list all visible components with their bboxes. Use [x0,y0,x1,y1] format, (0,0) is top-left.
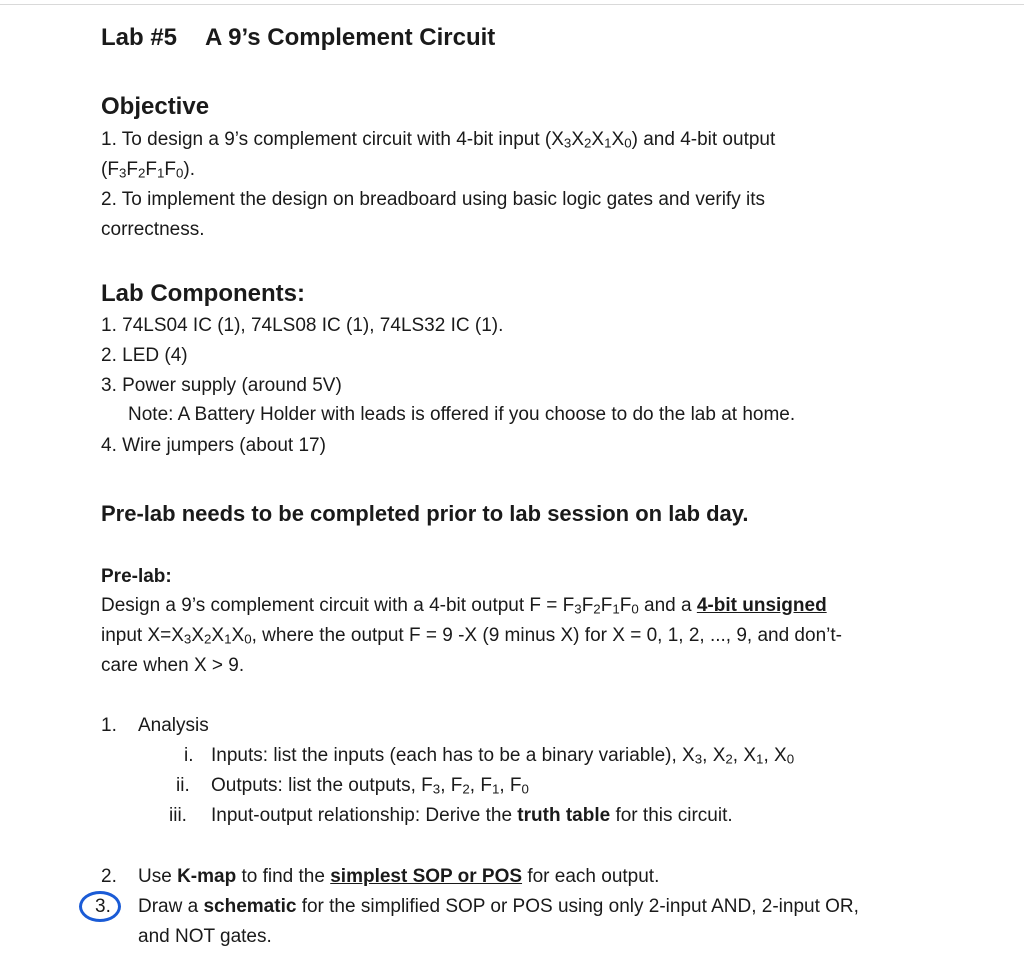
objective-item-1-line-2: $(F_3F_2F_1F_0)$. [101,159,195,181]
lab-number: Lab #5 [101,24,178,51]
components-heading: Lab Components: [101,280,305,307]
step-3-text-line-2: and NOT gates. [138,926,272,947]
prelab-line-1: Design a 9’s complement circuit with a 4-bit output $F = F_3F_2F_1F_0$ and a 4-bit unsigned [101,595,827,617]
top-border [0,4,1024,5]
components-item-3: 3. Power supply (around 5V) [101,375,342,396]
analysis-ii-number: ii. [176,775,190,796]
objective-heading: Objective [101,93,210,120]
lab-title: A 9’s Complement Circuit [205,24,496,51]
analysis-i-text: Inputs: list the inputs (each has to be a binary variable), $X_3$, $X_2$, $X_1$, $X_0$ [211,745,795,767]
step-2-text: Use K-map to find the simplest SOP or POS for each output. [138,866,660,887]
prelab-line-3: care when X > 9. [101,655,245,676]
components-note: Note: A Battery Holder with leads is offered if you choose to do the lab at home. [128,404,796,425]
prelab-heading: Pre-lab: [101,566,172,587]
analysis-title: Analysis [138,715,209,736]
analysis-number: 1. [101,715,117,736]
analysis-iii-text: Input-output relationship: Derive the truth table for this circuit. [211,805,733,826]
analysis-iii-number: iii. [169,805,187,826]
components-item-2: 2. LED (4) [101,345,188,366]
prelab-line-2: input $X=X_3X_2X_1X_0$, where the output F = 9 -X (9 minus X) for X = 0, 1, 2, ..., 9, and don’t- [101,625,842,647]
objective-item-2-line-1: 2. To implement the design on breadboard using basic logic gates and verify its [101,189,765,210]
analysis-i-number: i. [184,745,194,766]
objective-item-1-line-1: 1. To design a 9’s complement circuit with 4-bit input $(X_3X_2X_1X_0)$ and 4-bit output [101,129,776,151]
objective-item-2-line-2: correctness. [101,219,205,240]
components-item-4: 4. Wire jumpers (about 17) [101,435,326,456]
step-3-number: 3. [95,896,111,917]
step-2-number: 2. [101,866,117,887]
step-3-text-line-1: Draw a schematic for the simplified SOP or POS using only 2-input AND, 2-input OR, [138,896,859,917]
analysis-ii-text: Outputs: list the outputs, $F_3$, $F_2$, $F_1$, $F_0$ [211,775,529,797]
prelab-notice: Pre-lab needs to be completed prior to lab session on lab day. [101,501,749,526]
components-item-1: 1. 74LS04 IC (1), 74LS08 IC (1), 74LS32 IC (1). [101,315,504,336]
